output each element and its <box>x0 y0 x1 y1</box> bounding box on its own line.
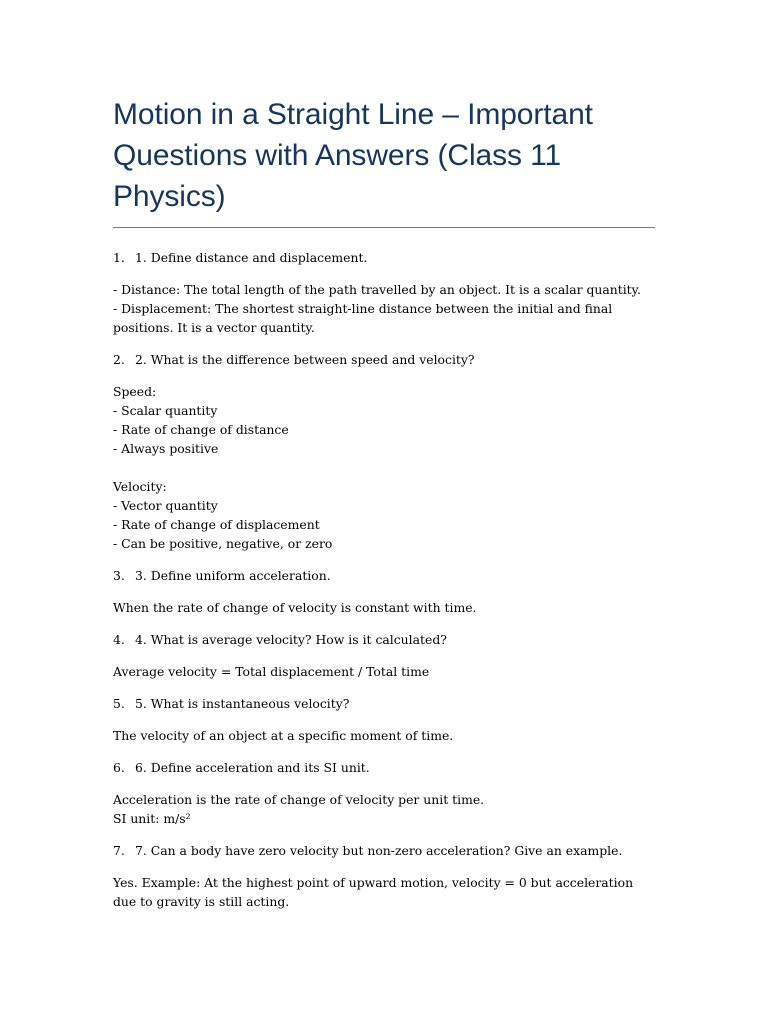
answer-line: Speed: <box>113 384 157 399</box>
answer-line: Yes. Example: At the highest point of upward motion, velocity = 0 but acceleration due to gravity is still acting. <box>113 875 634 909</box>
question-number: 4. <box>113 632 125 647</box>
question-item <box>113 350 655 369</box>
answer-line: Average velocity = Total displacement / Total time <box>113 664 430 679</box>
answer-paragraph <box>113 726 655 745</box>
answer-line: - Always positive <box>113 441 219 456</box>
answer-paragraph <box>113 280 655 337</box>
answer-line: Acceleration is the rate of change of velocity per unit time. <box>113 792 485 807</box>
question-item <box>113 694 655 713</box>
question-number: 7. <box>113 843 125 858</box>
question-text: 2. What is the difference between speed and velocity? <box>135 352 475 367</box>
question-item <box>113 841 655 860</box>
answer-line: - Rate of change of distance <box>113 422 289 437</box>
answer-line: - Distance: The total length of the path travelled by an object. It is a scalar quantity. <box>113 282 641 297</box>
question-text: 4. What is average velocity? How is it calculated? <box>135 632 447 647</box>
answer-line: SI unit: m/s² <box>113 811 191 826</box>
question-item <box>113 630 655 649</box>
answer-line: - Scalar quantity <box>113 403 218 418</box>
answer-paragraph <box>113 598 655 617</box>
question-text: 5. What is instantaneous velocity? <box>135 696 350 711</box>
answer-spacer <box>113 458 655 477</box>
answer-line: - Can be positive, negative, or zero <box>113 536 333 551</box>
question-number: 6. <box>113 760 125 775</box>
question-text: 7. Can a body have zero velocity but non-zero acceleration? Give an example. <box>135 843 623 858</box>
answer-paragraph <box>113 790 655 828</box>
answer-line: Velocity: <box>113 479 167 494</box>
question-number: 1. <box>113 250 125 265</box>
question-text: 3. Define uniform acceleration. <box>135 568 331 583</box>
title-underline <box>113 227 655 228</box>
question-item <box>113 248 655 267</box>
question-number: 3. <box>113 568 125 583</box>
answer-line: When the rate of change of velocity is constant with time. <box>113 600 477 615</box>
document-title: Motion in a Straight Line – Important Questions with Answers (Class 11 Physics) <box>113 98 593 213</box>
answer-line: - Vector quantity <box>113 498 218 513</box>
answer-paragraph <box>113 382 655 553</box>
question-item <box>113 566 655 585</box>
question-number: 5. <box>113 696 125 711</box>
question-text: 6. Define acceleration and its SI unit. <box>135 760 370 775</box>
answer-paragraph <box>113 873 655 911</box>
question-text: 1. Define distance and displacement. <box>135 250 368 265</box>
answer-line: - Displacement: The shortest straight-line distance between the initial and final positions. It is a vector quantity. <box>113 301 613 335</box>
question-number: 2. <box>113 352 125 367</box>
question-item <box>113 758 655 777</box>
qa-list <box>113 248 655 911</box>
answer-line: The velocity of an object at a specific moment of time. <box>113 728 454 743</box>
document-page <box>113 94 655 924</box>
answer-paragraph <box>113 662 655 681</box>
answer-line: - Rate of change of displacement <box>113 517 320 532</box>
